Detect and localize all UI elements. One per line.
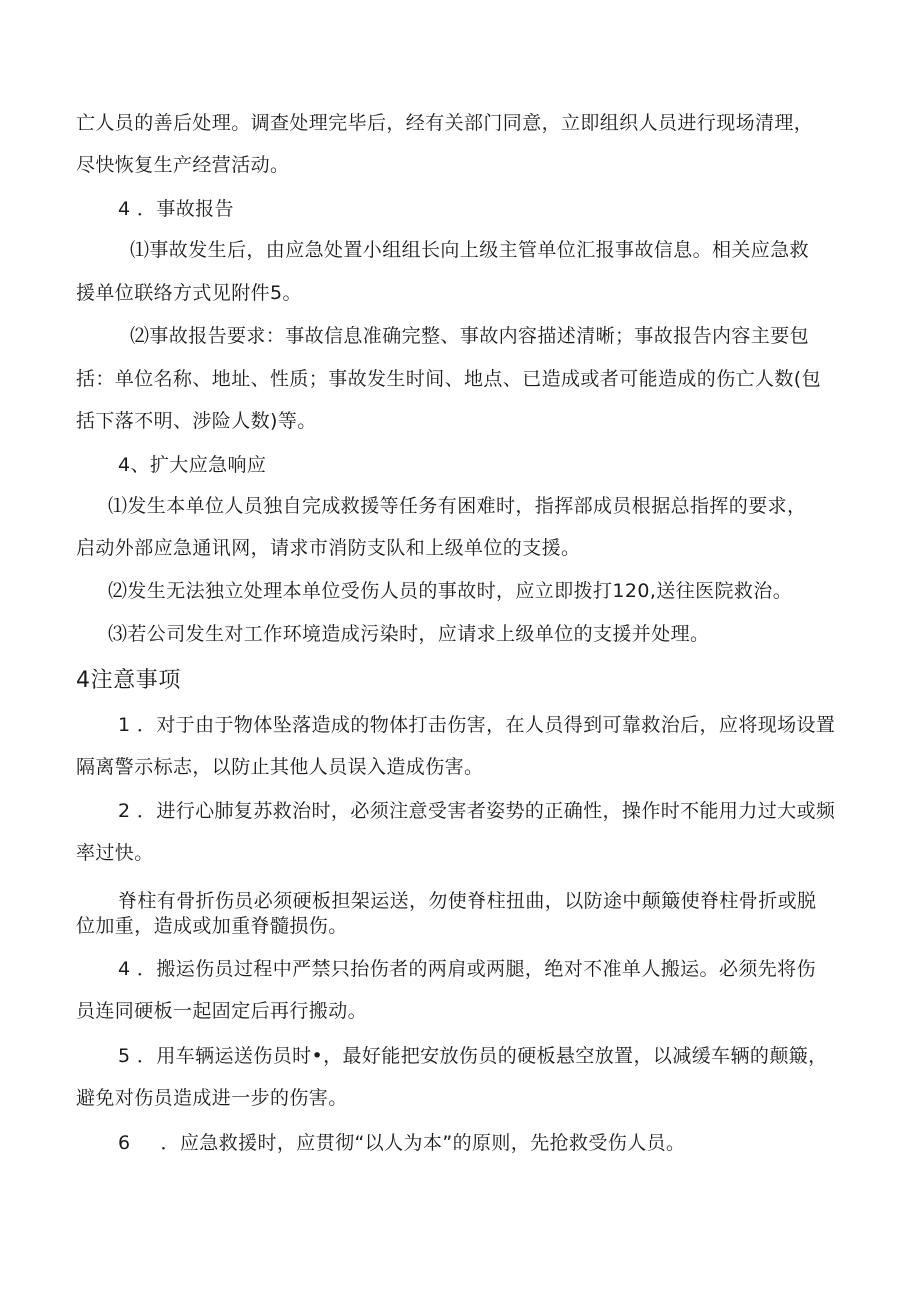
paragraph-report-1-line-2: 援单位联络方式见附件5。	[76, 282, 302, 304]
paragraph-expand-2: ⑵发生无法独立处理本单位受伤人员的事故时，应立即拨打120,送往医院救治。	[108, 580, 793, 602]
section-heading-notes: 4注意事项	[76, 668, 181, 693]
note-1-line-1: 1 ．对于由于物体坠落造成的物体打击伤害，在人员得到可靠救治后，应将现场设置	[118, 714, 836, 736]
note-2-line-2: 率过快。	[76, 842, 154, 864]
note-3-line-1: 脊柱有骨折伤员必须硬板担架运送，勿使脊柱扭曲，以防途中颠簸使脊柱骨折或脱	[118, 890, 817, 912]
subheading-accident-report: 4 ．事故报告	[118, 198, 234, 220]
note-6	[118, 1130, 685, 1156]
note-6-number: 6	[118, 1132, 131, 1154]
paragraph-expand-1-line-1: ⑴发生本单位人员独自完成救援等任务有困难时，指挥部成员根据总指挥的要求，	[108, 495, 807, 517]
paragraph-1-line-1: 亡人员的善后处理。调查处理完毕后，经有关部门同意，立即组织人员进行现场清理，	[76, 112, 814, 134]
note-4-line-2: 员连同硬板一起固定后再行搬动。	[76, 1000, 368, 1022]
note-5-line-1: 5 ．用车辆运送伤员时•，最好能把安放伤员的硬板悬空放置，以减缓车辆的颠簸，	[118, 1045, 828, 1067]
paragraph-report-2-line-3: 括下落不明、涉险人数)等。	[76, 410, 317, 432]
note-3-line-2: 位加重，造成或加重脊髓损伤。	[76, 915, 348, 937]
paragraph-expand-1-line-2: 启动外部应急通讯网，请求市消防支队和上级单位的支援。	[76, 537, 581, 559]
note-5-line-2: 避免对伤员造成进一步的伤害。	[76, 1087, 348, 1109]
paragraph-report-1-line-1: ⑴事故发生后，由应急处置小组组长向上级主管单位汇报事故信息。相关应急救	[130, 239, 810, 261]
note-4-line-1: 4 ．搬运伤员过程中严禁只抬伤者的两肩或两腿，绝对不准单人搬运。必须先将伤	[118, 958, 816, 980]
subheading-expand-response: 4、扩大应急响应	[118, 454, 267, 476]
note-1-line-2: 隔离警示标志，以防止其他人员误入造成伤害。	[76, 756, 484, 778]
paragraph-expand-3: ⑶若公司发生对工作环境造成污染时，应请求上级单位的支援并处理。	[108, 623, 710, 645]
note-2-line-1: 2 ．进行心肺复苏救治时，必须注意受害者姿势的正确性，操作时不能用力过大或频	[118, 800, 836, 822]
paragraph-1-line-2: 尽快恢复生产经营活动。	[76, 154, 290, 176]
note-6-text: ．应急救援时，应贯彻“以人为本”的原则，先抢救受伤人员。	[160, 1132, 686, 1154]
paragraph-report-2-line-2: 括：单位名称、地址、性质；事故发生时间、地点、已造成或者可能造成的伤亡人数(包	[76, 368, 822, 390]
paragraph-report-2-line-1: ⑵事故报告要求：事故信息准确完整、事故内容描述清晰；事故报告内容主要包	[130, 325, 810, 347]
